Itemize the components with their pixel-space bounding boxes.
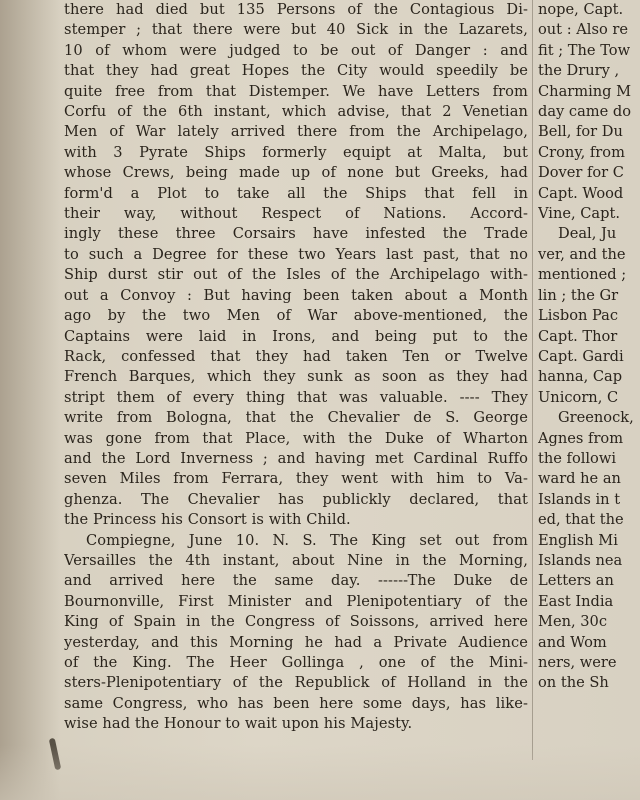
text-line: English Mi: [538, 531, 618, 549]
text-line: lin ; the Gr: [538, 286, 619, 304]
text-line: mentioned ;: [538, 266, 627, 284]
text-line: ed, that the: [538, 511, 624, 529]
text-line: East India: [538, 592, 614, 610]
text-line: Rack, confessed that they had taken Ten or Twelve: [64, 347, 528, 365]
text-line: the followi: [538, 449, 617, 467]
main-article-column: [64, 0, 528, 735]
text-line: was gone from that Place, with the Duke of Wharton: [64, 429, 528, 447]
text-line: ghenza. The Chevalier has publickly declared, that: [64, 490, 528, 508]
text-line: to such a Degree for these two Years last past, that no: [64, 245, 528, 263]
text-line: yesterday, and this Morning he had a Private Audience: [64, 633, 528, 651]
text-line: write from Bologna, that the Chevalier de S. George: [64, 409, 528, 427]
page-edge-shadow: [0, 0, 60, 800]
text-line: and Wom: [538, 633, 607, 651]
text-line: Lisbon Pac: [538, 307, 619, 325]
right-column-cropped: [538, 0, 640, 694]
text-line: seven Miles from Ferrara, they went with him to Va-: [64, 470, 528, 488]
text-line: Unicorn, C: [538, 388, 619, 406]
text-line: form'd a Plot to take all the Ships that fell in: [64, 184, 528, 202]
dateline-deal: Deal, Ju: [558, 225, 617, 243]
dateline-greenock: Greenock,: [558, 409, 634, 427]
text-line: ingly these three Corsairs have infested the Trade: [64, 225, 528, 243]
text-line: same Congress, who has been here some days, has like-: [64, 694, 528, 712]
text-line: Charming M: [538, 82, 632, 100]
column-rule: [532, 0, 533, 760]
text-line: Capt. Gardi: [538, 347, 624, 365]
text-line: hanna, Cap: [538, 368, 623, 386]
text-line: stript them of every thing that was valuable. ---- They: [64, 388, 528, 406]
text-line: and arrived here the same day. ------The Duke de: [64, 572, 528, 590]
text-line: ners, were: [538, 654, 617, 671]
text-line: Captains were laid in Irons, and being put to the: [64, 327, 528, 345]
text-line: Capt. Thor: [538, 327, 618, 345]
text-line: Men, 30c: [538, 613, 607, 631]
text-line: nope, Capt.: [538, 1, 624, 18]
text-line: of the King. The Heer Gollinga , one of the Mini-: [64, 654, 528, 671]
text-line: Ship durst stir out of the Isles of the Archipelago with-: [64, 266, 528, 284]
text-line: French Barques, which they sunk as soon as they had: [64, 368, 528, 386]
text-line: with 3 Pyrate Ships formerly equipt at Malta, but: [64, 143, 528, 161]
text-line: day came do: [538, 103, 632, 121]
text-line: the Princess his Consort is with Child.: [64, 511, 351, 529]
text-line: Vine, Capt.: [538, 205, 620, 223]
text-line: out : Also re: [538, 21, 628, 39]
text-line: Letters an: [538, 572, 614, 590]
text-line: quite free from that Distemper. We have Letters from: [64, 82, 528, 100]
text-line: the Drury ,: [538, 62, 620, 80]
dateline-compiegne: Compiegne, June 10. N. S. The King set out from: [86, 531, 528, 549]
text-line: Islands in t: [538, 490, 621, 508]
text-line: out a Convoy : But having been taken about a Month: [64, 286, 528, 304]
text-line: Bell, for Du: [538, 123, 623, 141]
text-line: ver, and the: [538, 245, 626, 263]
text-line: Crony, from: [538, 143, 625, 161]
text-line: on the Sh: [538, 674, 609, 692]
text-line: stemper ; that there were but 40 Sick in the Lazarets,: [64, 21, 528, 39]
text-line: there had died but 135 Persons of the Contagious Di-: [64, 1, 528, 18]
text-line: 10 of whom were judged to be out of Danger : and: [64, 41, 528, 59]
text-line: King of Spain in the Congress of Soissons, arrived here: [64, 613, 528, 631]
text-line: fit ; The Tow: [538, 41, 631, 59]
text-line: whose Crews, being made up of none but Greeks, had: [64, 164, 528, 182]
text-line: Versailles the 4th instant, about Nine in the Morning,: [64, 551, 528, 569]
text-line: Islands nea: [538, 551, 623, 569]
text-line: Men of War lately arrived there from the Archipelago,: [64, 123, 528, 141]
paper-bottom-margin: [0, 745, 640, 800]
text-line: Capt. Wood: [538, 184, 624, 202]
text-line: that they had great Hopes the City would speedily be: [64, 62, 528, 80]
text-line: ago by the two Men of War above-mentioned, the: [64, 307, 528, 325]
text-line: Corfu of the 6th instant, which advise, that 2 Venetian: [64, 103, 528, 121]
text-line: and the Lord Inverness ; and having met Cardinal Ruffo: [64, 449, 528, 467]
text-line: Dover for C: [538, 164, 624, 182]
text-line: Bournonville, First Minister and Plenipotentiary of the: [64, 592, 528, 610]
text-line: sters-Plenipotentiary of the Republick of Holland in the: [64, 674, 528, 692]
text-line: wise had the Honour to wait upon his Majesty.: [64, 715, 413, 733]
text-line: Agnes from: [538, 429, 624, 447]
text-line: their way, without Respect of Nations. Accord-: [64, 205, 528, 223]
text-line: ward he an: [538, 470, 621, 488]
